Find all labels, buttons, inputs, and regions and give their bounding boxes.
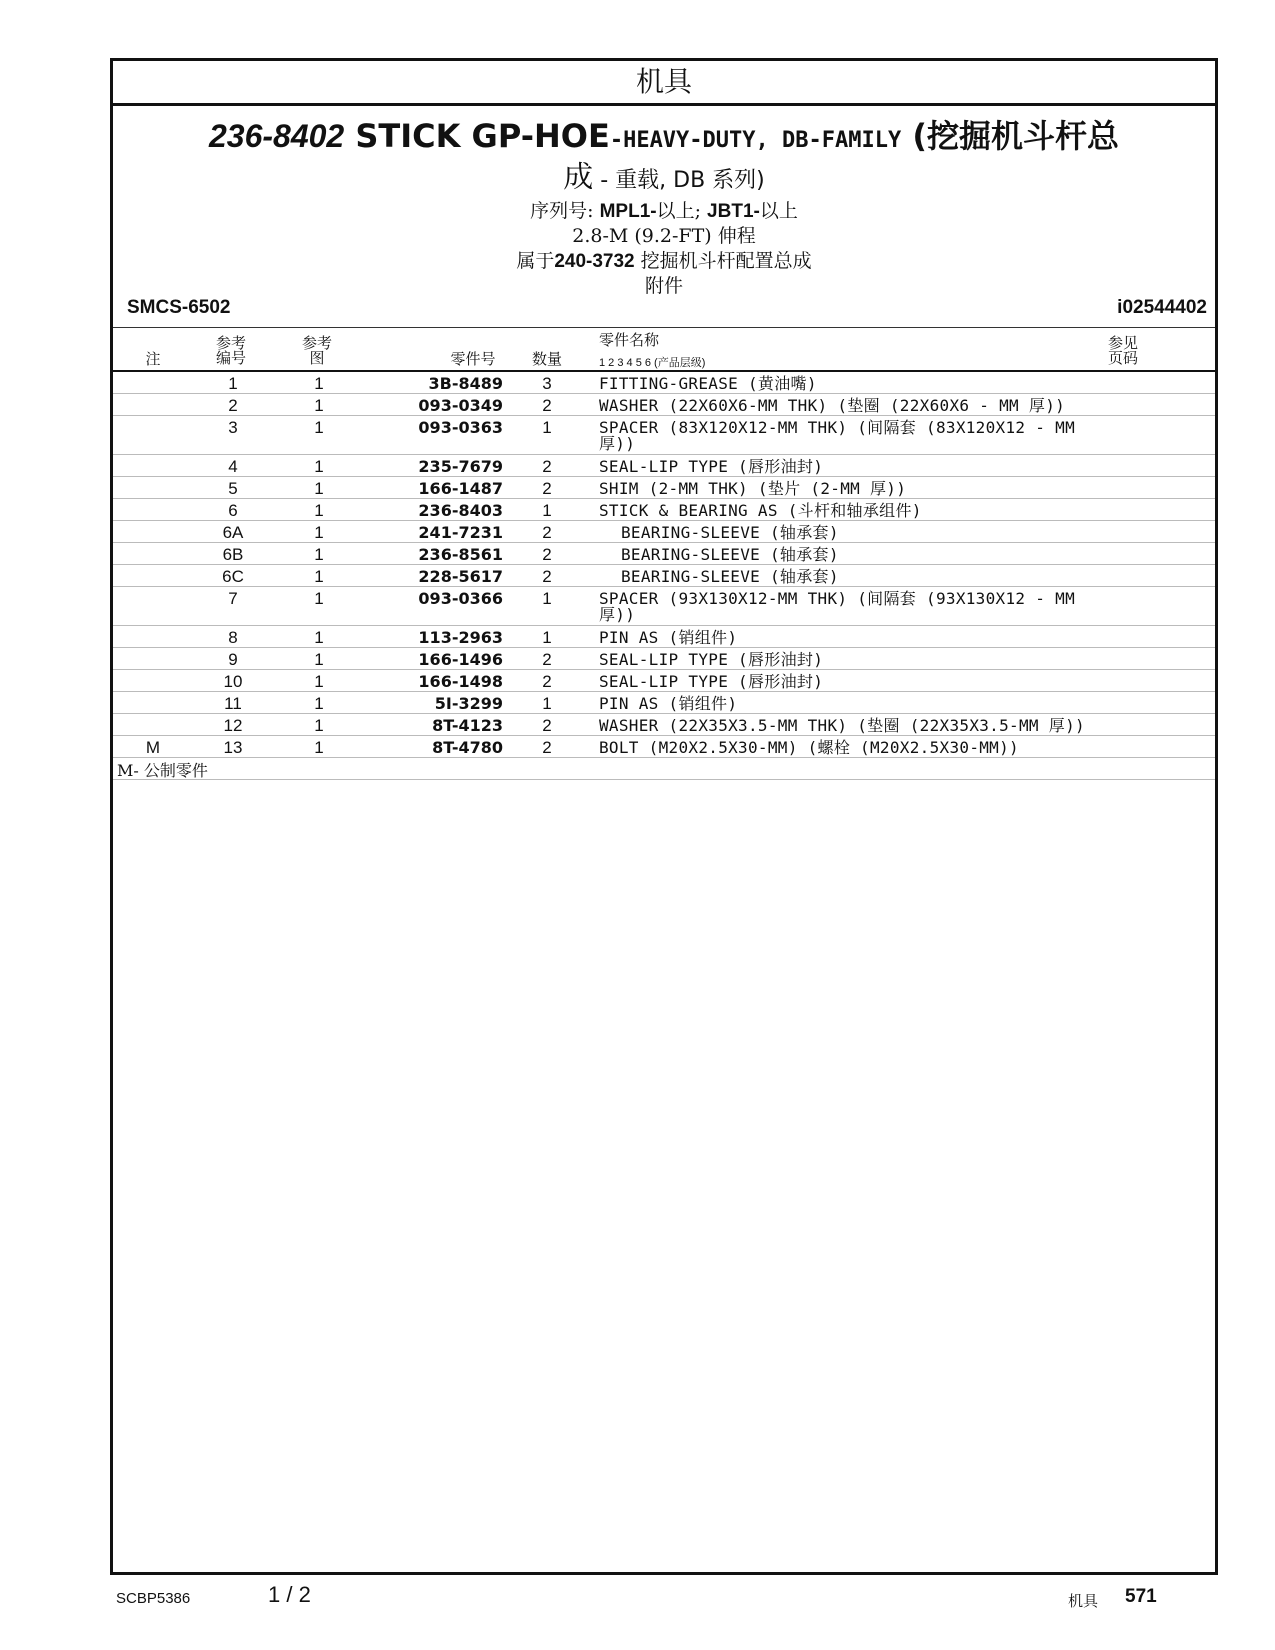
parent-number: 240-3732 bbox=[554, 251, 635, 272]
table-row bbox=[113, 372, 1215, 394]
row-figure: 1 bbox=[314, 545, 324, 564]
page-footer bbox=[0, 1578, 1275, 1618]
row-ref-number: 1 bbox=[228, 374, 238, 393]
row-part-number: 8T-4123 bbox=[432, 716, 503, 735]
title-cn-part2-rest: - 重载, DB 系列) bbox=[593, 168, 765, 193]
serial-line bbox=[113, 199, 1215, 224]
attachment-line: 附件 bbox=[644, 275, 683, 297]
row-part-name: BEARING-SLEEVE (轴承套) bbox=[621, 545, 839, 564]
table-row bbox=[113, 670, 1215, 692]
row-figure: 1 bbox=[314, 396, 324, 415]
row-part-name: BEARING-SLEEVE (轴承套) bbox=[621, 567, 839, 586]
row-figure: 1 bbox=[314, 650, 324, 669]
title-name: STICK GP-HOE bbox=[355, 117, 610, 155]
title-line-1 bbox=[113, 117, 1215, 160]
row-quantity: 2 bbox=[542, 396, 552, 415]
row-ref-number: 8 bbox=[228, 628, 238, 647]
row-quantity: 2 bbox=[542, 457, 552, 476]
serial-range-1: MPL1- bbox=[599, 201, 657, 222]
row-ref-number: 5 bbox=[228, 479, 238, 498]
row-note: M bbox=[145, 738, 161, 757]
row-part-number: 236-8403 bbox=[418, 501, 503, 520]
footer-page-indicator: 1 / 2 bbox=[268, 1582, 311, 1607]
row-quantity: 2 bbox=[542, 672, 552, 691]
row-part-name: FITTING-GREASE (黄油嘴) bbox=[599, 374, 817, 393]
header-qty: 数量 bbox=[531, 350, 562, 368]
row-quantity: 1 bbox=[542, 418, 552, 437]
row-part-number: 093-0366 bbox=[418, 589, 503, 608]
row-ref-number: 6C bbox=[222, 567, 244, 586]
row-part-number: 3B-8489 bbox=[428, 374, 503, 393]
table-row bbox=[113, 499, 1215, 521]
row-figure: 1 bbox=[314, 694, 324, 713]
row-part-name: SHIM (2-MM THK) (垫片 (2-MM 厚)) bbox=[599, 479, 907, 498]
row-ref-number: 4 bbox=[228, 457, 238, 476]
table-row bbox=[113, 692, 1215, 714]
parent-prefix: 属于 bbox=[516, 250, 555, 272]
row-part-name: PIN AS (销组件) bbox=[599, 628, 738, 647]
footer-doc-code: SCBP5386 bbox=[116, 1590, 191, 1607]
row-figure: 1 bbox=[314, 628, 324, 647]
row-figure: 1 bbox=[314, 457, 324, 476]
header-ref-no: 参考 编号 bbox=[215, 334, 246, 367]
row-part-name: WASHER (22X60X6-MM THK) (垫圈 (22X60X6 - MM 厚)) bbox=[599, 396, 1066, 415]
row-quantity: 3 bbox=[542, 374, 552, 393]
row-figure: 1 bbox=[314, 567, 324, 586]
header-part-name: 零件名称 bbox=[599, 331, 660, 349]
table-header bbox=[113, 327, 1215, 372]
table-row bbox=[113, 565, 1215, 587]
table-row bbox=[113, 543, 1215, 565]
row-quantity: 2 bbox=[542, 738, 552, 757]
parts-table bbox=[113, 327, 1215, 780]
row-ref-number: 9 bbox=[228, 650, 238, 669]
row-quantity: 2 bbox=[542, 716, 552, 735]
header-fig: 参考 图 bbox=[301, 334, 332, 367]
row-figure: 1 bbox=[314, 672, 324, 691]
row-ref-number: 6A bbox=[222, 523, 244, 542]
row-part-name: SEAL-LIP TYPE (唇形油封) bbox=[599, 650, 824, 669]
row-part-name: SPACER (93X130X12-MM THK) (间隔套 (93X130X12 - MM bbox=[599, 589, 1076, 608]
footer-section: 机具 bbox=[1068, 1592, 1099, 1610]
smcs-code: SMCS-6502 bbox=[127, 297, 231, 318]
row-part-number: 228-5617 bbox=[418, 567, 503, 586]
table-row bbox=[113, 736, 1215, 758]
table-row bbox=[113, 416, 1215, 455]
title-part-number: 236-8402 bbox=[208, 118, 345, 154]
row-part-number: 093-0349 bbox=[418, 396, 503, 415]
row-part-name: SEAL-LIP TYPE (唇形油封) bbox=[599, 672, 824, 691]
row-ref-number: 3 bbox=[228, 418, 238, 437]
row-part-number: 8T-4780 bbox=[432, 738, 503, 757]
header-part-no: 零件号 bbox=[450, 350, 496, 368]
reach-line: 2.8-M (9.2-FT) 伸程 bbox=[572, 225, 756, 247]
row-figure: 1 bbox=[314, 523, 324, 542]
serial-range-2: JBT1- bbox=[707, 201, 760, 222]
row-figure: 1 bbox=[314, 501, 324, 520]
table-row bbox=[113, 587, 1215, 626]
document-id: i02544402 bbox=[1117, 297, 1207, 318]
row-figure: 1 bbox=[314, 738, 324, 757]
serial-label: 序列号: bbox=[530, 200, 594, 222]
row-quantity: 1 bbox=[542, 501, 552, 520]
row-part-name-cont: 厚)) bbox=[599, 605, 636, 624]
serial-range-2-cn: 以上 bbox=[759, 200, 798, 222]
row-part-number: 166-1496 bbox=[418, 650, 503, 669]
header-see-page: 参见 页码 bbox=[1107, 334, 1138, 367]
row-quantity: 2 bbox=[542, 479, 552, 498]
row-figure: 1 bbox=[314, 374, 324, 393]
footnote: M- 公制零件 bbox=[117, 761, 208, 780]
title-block bbox=[113, 117, 1215, 299]
table-row bbox=[113, 648, 1215, 670]
page-frame bbox=[110, 58, 1218, 1575]
row-part-number: 166-1487 bbox=[418, 479, 503, 498]
row-part-number: 235-7679 bbox=[418, 457, 503, 476]
row-ref-number: 6B bbox=[222, 545, 244, 564]
row-part-number: 166-1498 bbox=[418, 672, 503, 691]
table-body bbox=[113, 372, 1215, 758]
row-figure: 1 bbox=[314, 418, 324, 437]
footer-page-number: 571 bbox=[1125, 1586, 1157, 1607]
title-cn-part1: (挖掘机斗杆总 bbox=[901, 117, 1120, 155]
row-quantity: 1 bbox=[542, 694, 552, 713]
section-title: 机具 bbox=[113, 61, 1215, 106]
row-part-name: BOLT (M20X2.5X30-MM) (螺栓 (M20X2.5X30-MM)) bbox=[599, 738, 1019, 757]
serial-range-1-cn: 以上; bbox=[656, 200, 701, 222]
row-quantity: 2 bbox=[542, 545, 552, 564]
header-levels: 1 2 3 4 5 6 (产品层级) bbox=[599, 357, 706, 369]
row-part-name: BEARING-SLEEVE (轴承套) bbox=[621, 523, 839, 542]
row-ref-number: 6 bbox=[228, 501, 238, 520]
parent-line bbox=[113, 249, 1215, 274]
row-part-name: STICK & BEARING AS (斗杆和轴承组件) bbox=[599, 501, 922, 520]
row-ref-number: 11 bbox=[224, 694, 242, 713]
header-note: 注 bbox=[145, 350, 161, 368]
row-part-number: 5I-3299 bbox=[434, 694, 503, 713]
table-row bbox=[113, 714, 1215, 736]
table-row bbox=[113, 521, 1215, 543]
row-part-name-cont: 厚)) bbox=[599, 434, 636, 453]
row-ref-number: 7 bbox=[228, 589, 238, 608]
footnote-row bbox=[113, 758, 1215, 780]
table-row bbox=[113, 477, 1215, 499]
row-part-name: WASHER (22X35X3.5-MM THK) (垫圈 (22X35X3.5-MM 厚)) bbox=[599, 716, 1085, 735]
row-part-name: SEAL-LIP TYPE (唇形油封) bbox=[599, 457, 824, 476]
row-quantity: 2 bbox=[542, 523, 552, 542]
table-row bbox=[113, 455, 1215, 477]
row-quantity: 2 bbox=[542, 650, 552, 669]
row-ref-number: 10 bbox=[223, 672, 243, 691]
row-part-number: 241-7231 bbox=[418, 523, 503, 542]
title-suffix: -HEAVY-DUTY, DB-FAMILY bbox=[609, 128, 902, 153]
row-part-number: 113-2963 bbox=[418, 628, 503, 647]
title-cn-part2: 成 bbox=[563, 160, 594, 195]
row-quantity: 2 bbox=[542, 567, 552, 586]
row-part-name: PIN AS (销组件) bbox=[599, 694, 738, 713]
row-ref-number: 2 bbox=[228, 396, 238, 415]
row-quantity: 1 bbox=[542, 628, 552, 647]
parent-text: 挖掘机斗杆配置总成 bbox=[634, 250, 812, 272]
table-row bbox=[113, 394, 1215, 416]
row-part-number: 236-8561 bbox=[418, 545, 503, 564]
row-quantity: 1 bbox=[542, 589, 552, 608]
row-ref-number: 12 bbox=[223, 716, 243, 735]
row-figure: 1 bbox=[314, 589, 324, 608]
row-part-name: SPACER (83X120X12-MM THK) (间隔套 (83X120X12 - MM bbox=[599, 418, 1076, 437]
row-part-number: 093-0363 bbox=[418, 418, 503, 437]
title-line-2 bbox=[113, 160, 1215, 199]
table-row bbox=[113, 626, 1215, 648]
row-ref-number: 13 bbox=[223, 738, 243, 757]
row-figure: 1 bbox=[314, 716, 324, 735]
row-figure: 1 bbox=[314, 479, 324, 498]
